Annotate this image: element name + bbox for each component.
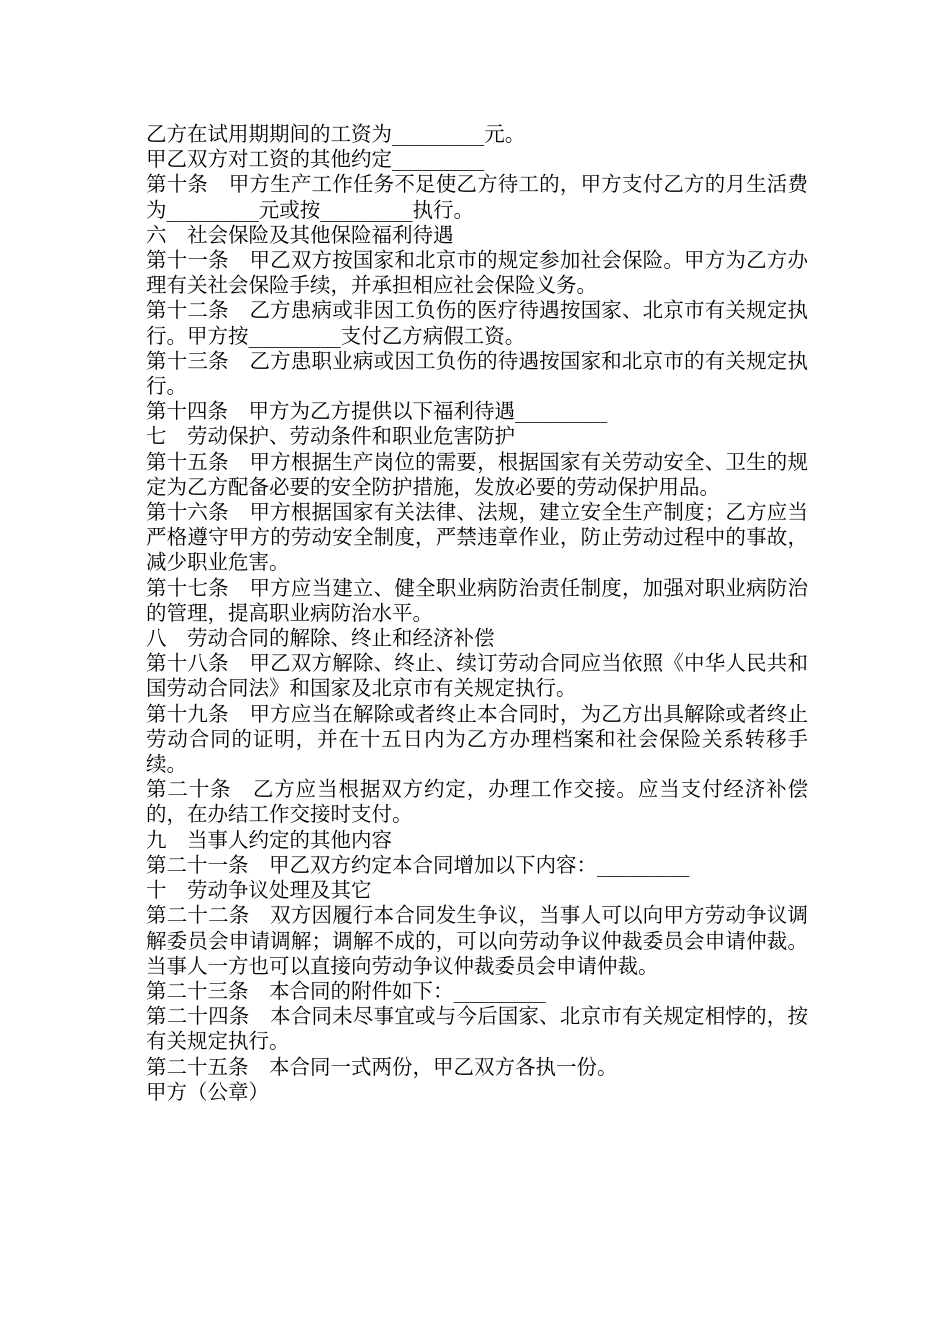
article-25: 第二十五条 本合同一式两份，甲乙双方各执一份。: [146, 1054, 618, 1079]
article-15: 第十五条 甲方根据生产岗位的需要，根据国家有关劳动安全、卫生的规定为乙方配备必要的安全防护措施，发放必要的劳动保护用品。: [146, 449, 808, 499]
salary-probation-line: 乙方在试用期期间的工资为_________元。: [146, 122, 526, 146]
article-16: 第十六条 甲方根据国家有关法律、法规，建立安全生产制度；乙方应当严格遵守甲方的劳动安全制度，严禁违章作业，防止劳动过程中的事故，减少职业危害。: [146, 500, 808, 575]
article-11: 第十一条 甲乙双方按国家和北京市的规定参加社会保险。甲方为乙方办理有关社会保险手续，并承担相应社会保险义务。: [146, 248, 808, 298]
contract-body: [146, 122, 808, 1105]
article-13: 第十三条 乙方患职业病或因工负伤的待遇按国家和北京市的有关规定执行。: [146, 348, 808, 399]
article-10: 第十条 甲方生产工作任务不足使乙方待工的，甲方支付乙方的月生活费为_________元或按_________执行。: [146, 172, 808, 222]
article-23: 第二十三条 本合同的附件如下：_________: [146, 978, 546, 1003]
article-17: 第十七条 甲方应当建立、健全职业病防治责任制度，加强对职业病防治的管理，提高职业病防治水平。: [146, 575, 808, 625]
party-a-seal-label: 甲方（公章）: [146, 1079, 269, 1104]
section-10-heading: 十 劳动争议处理及其它: [146, 878, 372, 903]
article-12: 第十二条 乙方患病或非因工负伤的医疗待遇按国家、北京市有关规定执行。甲方按_________支付乙方病假工资。: [146, 298, 808, 348]
section-6-heading: 六 社会保险及其他保险福利待遇: [146, 222, 454, 247]
article-22: 第二十二条 双方因履行本合同发生争议，当事人可以向甲方劳动争议调解委员会申请调解；调解不成的，可以向劳动争议仲裁委员会申请仲裁。当事人一方也可以直接向劳动争议仲裁委员会申请仲裁。: [146, 903, 808, 978]
article-19: 第十九条 甲方应当在解除或者终止本合同时，为乙方出具解除或者终止劳动合同的证明，并在十五日内为乙方办理档案和社会保险关系转移手续。: [146, 701, 808, 777]
article-20: 第二十条 乙方应当根据双方约定，办理工作交接。应当支付经济补偿的，在办结工作交接时支付。: [146, 777, 808, 827]
section-9-heading: 九 当事人约定的其他内容: [146, 827, 392, 852]
section-8-heading: 八 劳动合同的解除、终止和经济补偿: [146, 626, 495, 651]
article-14: 第十四条 甲方为乙方提供以下福利待遇_________: [146, 399, 608, 424]
article-18: 第十八条 甲乙双方解除、终止、续订劳动合同应当依照《中华人民共和国劳动合同法》和国家及北京市有关规定执行。: [146, 651, 808, 701]
article-24: 第二十四条 本合同未尽事宜或与今后国家、北京市有关规定相悖的，按有关规定执行。: [146, 1004, 808, 1054]
section-7-heading: 七 劳动保护、劳动条件和职业危害防护: [146, 424, 515, 449]
salary-other-agreement-line: 甲乙双方对工资的其他约定_________: [146, 147, 485, 172]
article-21: 第二十一条 甲乙双方约定本合同增加以下内容：_________: [146, 852, 690, 877]
